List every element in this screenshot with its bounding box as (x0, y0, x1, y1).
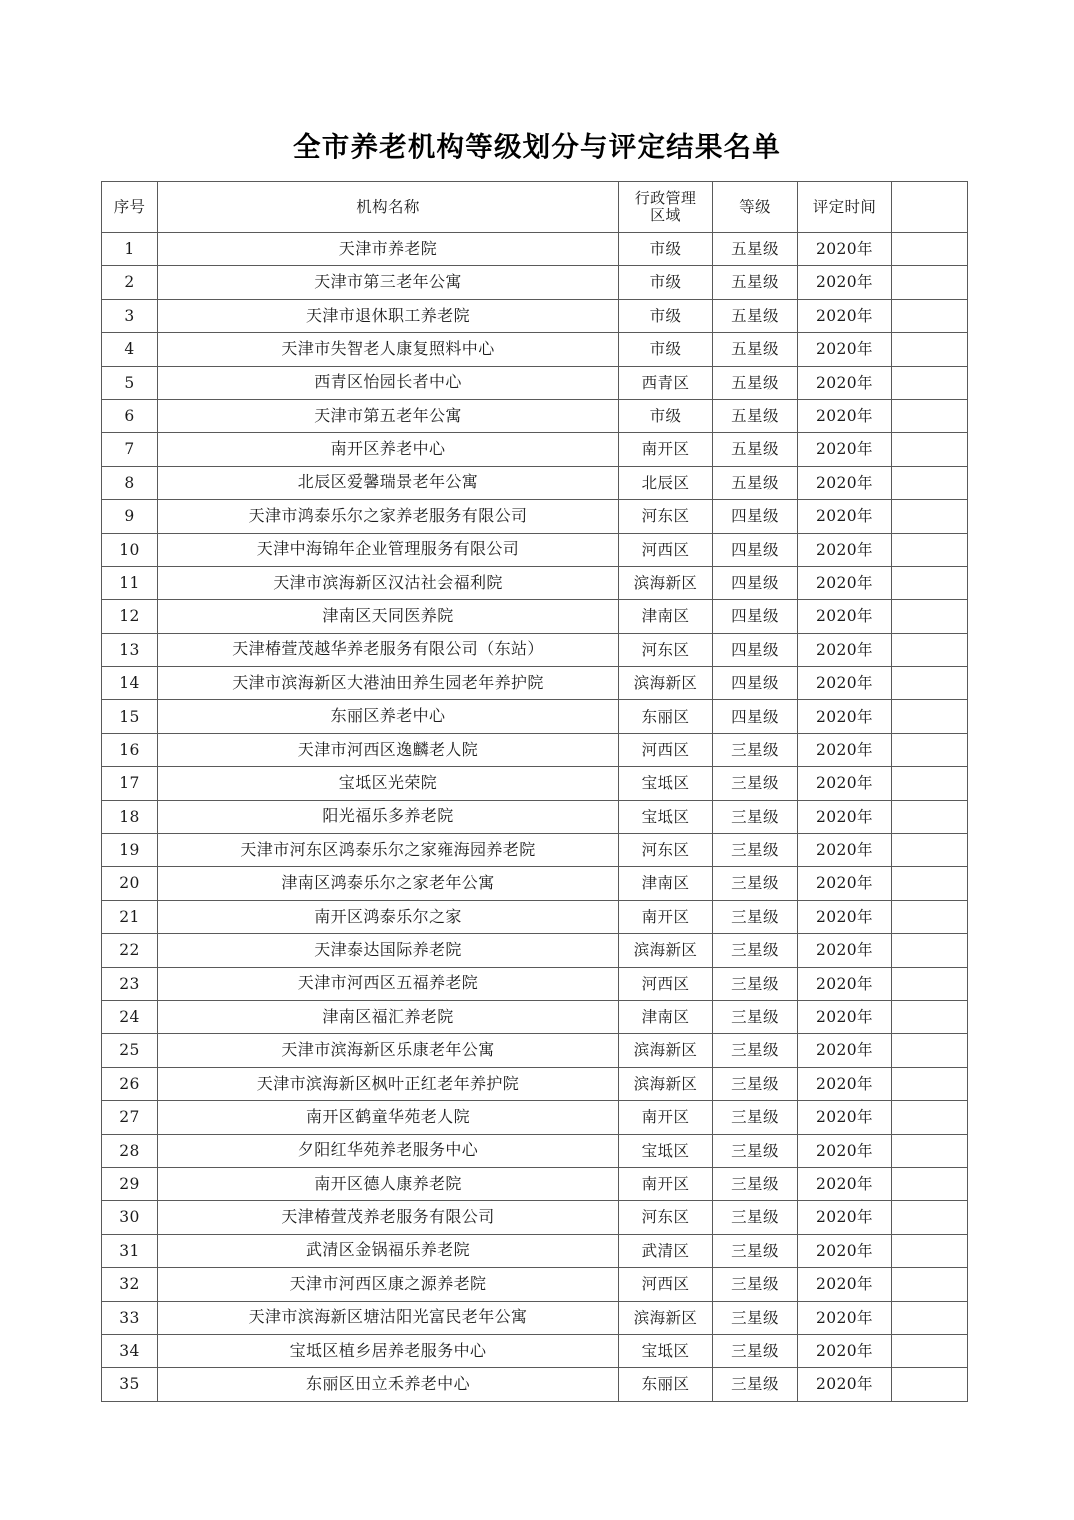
column-header-time: 评定时间 (798, 182, 892, 233)
cell-institution-name: 天津市鸿泰乐尔之家养老服务有限公司 (158, 500, 619, 533)
cell-level: 四星级 (713, 667, 798, 700)
cell-blank (892, 767, 968, 800)
cell-index: 11 (102, 566, 158, 599)
cell-institution-name: 东丽区养老中心 (158, 700, 619, 733)
cell-level: 五星级 (713, 466, 798, 499)
cell-region: 河西区 (619, 1268, 713, 1301)
cell-institution-name: 西青区怡园长者中心 (158, 366, 619, 399)
cell-region: 市级 (619, 333, 713, 366)
cell-institution-name: 天津市退休职工养老院 (158, 299, 619, 332)
cell-evaluation-time: 2020年 (798, 1034, 892, 1067)
cell-region: 北辰区 (619, 466, 713, 499)
table-row (102, 466, 968, 499)
cell-evaluation-time: 2020年 (798, 233, 892, 266)
cell-region: 河东区 (619, 633, 713, 666)
cell-index: 18 (102, 800, 158, 833)
table-row (102, 1201, 968, 1234)
cell-evaluation-time: 2020年 (798, 800, 892, 833)
cell-index: 2 (102, 266, 158, 299)
cell-evaluation-time: 2020年 (798, 1167, 892, 1200)
column-header-index: 序号 (102, 182, 158, 233)
cell-blank (892, 934, 968, 967)
table-row (102, 733, 968, 766)
results-table-container (101, 181, 967, 1402)
cell-blank (892, 1334, 968, 1367)
table-row (102, 1000, 968, 1033)
cell-index: 27 (102, 1101, 158, 1134)
cell-index: 28 (102, 1134, 158, 1167)
cell-level: 五星级 (713, 399, 798, 432)
cell-institution-name: 南开区德人康养老院 (158, 1167, 619, 1200)
cell-level: 三星级 (713, 733, 798, 766)
cell-evaluation-time: 2020年 (798, 1134, 892, 1167)
cell-blank (892, 1134, 968, 1167)
cell-blank (892, 299, 968, 332)
cell-evaluation-time: 2020年 (798, 733, 892, 766)
cell-index: 15 (102, 700, 158, 733)
cell-level: 三星级 (713, 1268, 798, 1301)
cell-blank (892, 433, 968, 466)
cell-evaluation-time: 2020年 (798, 1234, 892, 1267)
cell-index: 31 (102, 1234, 158, 1267)
table-row (102, 767, 968, 800)
cell-evaluation-time: 2020年 (798, 1301, 892, 1334)
cell-level: 三星级 (713, 1334, 798, 1367)
cell-level: 三星级 (713, 767, 798, 800)
cell-region: 河西区 (619, 733, 713, 766)
cell-level: 四星级 (713, 633, 798, 666)
cell-blank (892, 399, 968, 432)
cell-institution-name: 阳光福乐多养老院 (158, 800, 619, 833)
cell-region: 南开区 (619, 433, 713, 466)
page-title: 全市养老机构等级划分与评定结果名单 (293, 131, 781, 163)
cell-blank (892, 1301, 968, 1334)
cell-blank (892, 1234, 968, 1267)
cell-blank (892, 1067, 968, 1100)
cell-evaluation-time: 2020年 (798, 600, 892, 633)
cell-region: 宝坻区 (619, 1334, 713, 1367)
table-row (102, 1034, 968, 1067)
table-row (102, 566, 968, 599)
table-row (102, 1268, 968, 1301)
table-row (102, 1301, 968, 1334)
cell-evaluation-time: 2020年 (798, 934, 892, 967)
cell-blank (892, 800, 968, 833)
cell-region: 宝坻区 (619, 1134, 713, 1167)
table-row (102, 934, 968, 967)
cell-index: 13 (102, 633, 158, 666)
cell-region: 东丽区 (619, 1368, 713, 1401)
table-row (102, 667, 968, 700)
cell-index: 25 (102, 1034, 158, 1067)
cell-institution-name: 天津市滨海新区塘沽阳光富民老年公寓 (158, 1301, 619, 1334)
cell-region: 市级 (619, 399, 713, 432)
cell-region: 武清区 (619, 1234, 713, 1267)
cell-evaluation-time: 2020年 (798, 1268, 892, 1301)
cell-evaluation-time: 2020年 (798, 566, 892, 599)
cell-level: 三星级 (713, 1067, 798, 1100)
cell-level: 四星级 (713, 700, 798, 733)
cell-region: 津南区 (619, 600, 713, 633)
cell-index: 1 (102, 233, 158, 266)
cell-level: 四星级 (713, 566, 798, 599)
table-row (102, 900, 968, 933)
cell-region: 南开区 (619, 900, 713, 933)
cell-evaluation-time: 2020年 (798, 466, 892, 499)
table-row (102, 533, 968, 566)
table-row (102, 600, 968, 633)
table-row (102, 500, 968, 533)
cell-institution-name: 南开区养老中心 (158, 433, 619, 466)
cell-index: 34 (102, 1334, 158, 1367)
cell-level: 三星级 (713, 900, 798, 933)
cell-index: 23 (102, 967, 158, 1000)
cell-blank (892, 466, 968, 499)
cell-index: 12 (102, 600, 158, 633)
cell-level: 三星级 (713, 834, 798, 867)
table-row (102, 800, 968, 833)
cell-index: 19 (102, 834, 158, 867)
cell-blank (892, 333, 968, 366)
cell-institution-name: 夕阳红华苑养老服务中心 (158, 1134, 619, 1167)
cell-institution-name: 天津市河西区逸麟老人院 (158, 733, 619, 766)
cell-level: 三星级 (713, 934, 798, 967)
cell-index: 29 (102, 1167, 158, 1200)
table-row (102, 366, 968, 399)
cell-institution-name: 天津椿萱茂养老服务有限公司 (158, 1201, 619, 1234)
cell-evaluation-time: 2020年 (798, 867, 892, 900)
cell-index: 26 (102, 1067, 158, 1100)
cell-evaluation-time: 2020年 (798, 433, 892, 466)
cell-blank (892, 533, 968, 566)
cell-level: 三星级 (713, 1234, 798, 1267)
cell-region: 市级 (619, 266, 713, 299)
cell-region: 宝坻区 (619, 800, 713, 833)
cell-index: 4 (102, 333, 158, 366)
cell-index: 21 (102, 900, 158, 933)
cell-index: 33 (102, 1301, 158, 1334)
cell-blank (892, 600, 968, 633)
cell-evaluation-time: 2020年 (798, 1000, 892, 1033)
cell-evaluation-time: 2020年 (798, 967, 892, 1000)
cell-institution-name: 宝坻区光荣院 (158, 767, 619, 800)
cell-evaluation-time: 2020年 (798, 399, 892, 432)
table-row (102, 834, 968, 867)
cell-level: 三星级 (713, 1368, 798, 1401)
cell-region: 宝坻区 (619, 767, 713, 800)
cell-level: 四星级 (713, 500, 798, 533)
cell-index: 22 (102, 934, 158, 967)
cell-region: 津南区 (619, 1000, 713, 1033)
cell-institution-name: 津南区天同医养院 (158, 600, 619, 633)
cell-blank (892, 233, 968, 266)
cell-region: 滨海新区 (619, 1067, 713, 1100)
cell-level: 三星级 (713, 1167, 798, 1200)
table-row (102, 266, 968, 299)
table-row (102, 1067, 968, 1100)
cell-evaluation-time: 2020年 (798, 1067, 892, 1100)
cell-region: 河东区 (619, 500, 713, 533)
table-row (102, 633, 968, 666)
cell-evaluation-time: 2020年 (798, 834, 892, 867)
cell-level: 四星级 (713, 533, 798, 566)
table-header (102, 182, 968, 233)
cell-region: 西青区 (619, 366, 713, 399)
cell-index: 35 (102, 1368, 158, 1401)
cell-blank (892, 733, 968, 766)
cell-region: 津南区 (619, 867, 713, 900)
cell-level: 三星级 (713, 1000, 798, 1033)
cell-blank (892, 1034, 968, 1067)
cell-blank (892, 667, 968, 700)
cell-level: 四星级 (713, 600, 798, 633)
cell-index: 30 (102, 1201, 158, 1234)
cell-institution-name: 天津市养老院 (158, 233, 619, 266)
cell-blank (892, 500, 968, 533)
cell-evaluation-time: 2020年 (798, 633, 892, 666)
column-header-level: 等级 (713, 182, 798, 233)
cell-index: 3 (102, 299, 158, 332)
cell-blank (892, 633, 968, 666)
cell-institution-name: 东丽区田立禾养老中心 (158, 1368, 619, 1401)
cell-region: 滨海新区 (619, 667, 713, 700)
cell-institution-name: 天津市第三老年公寓 (158, 266, 619, 299)
cell-level: 三星级 (713, 1201, 798, 1234)
column-header-blank (892, 182, 968, 233)
cell-blank (892, 967, 968, 1000)
cell-level: 三星级 (713, 800, 798, 833)
cell-level: 三星级 (713, 1034, 798, 1067)
cell-institution-name: 南开区鹤童华苑老人院 (158, 1101, 619, 1134)
cell-index: 14 (102, 667, 158, 700)
cell-blank (892, 1101, 968, 1134)
cell-institution-name: 南开区鸿泰乐尔之家 (158, 900, 619, 933)
cell-index: 16 (102, 733, 158, 766)
cell-institution-name: 宝坻区植乡居养老服务中心 (158, 1334, 619, 1367)
cell-evaluation-time: 2020年 (798, 500, 892, 533)
cell-evaluation-time: 2020年 (798, 366, 892, 399)
cell-region: 市级 (619, 299, 713, 332)
cell-institution-name: 天津市河西区康之源养老院 (158, 1268, 619, 1301)
cell-level: 五星级 (713, 233, 798, 266)
table-header-row (102, 182, 968, 233)
cell-level: 三星级 (713, 967, 798, 1000)
column-header-region-line1: 行政管理 (634, 189, 697, 208)
cell-region: 南开区 (619, 1167, 713, 1200)
cell-evaluation-time: 2020年 (798, 1201, 892, 1234)
cell-evaluation-time: 2020年 (798, 767, 892, 800)
cell-index: 32 (102, 1268, 158, 1301)
cell-institution-name: 天津中海锦年企业管理服务有限公司 (158, 533, 619, 566)
table-body (102, 233, 968, 1402)
table-row (102, 867, 968, 900)
table-row (102, 1234, 968, 1267)
cell-region: 河东区 (619, 834, 713, 867)
cell-institution-name: 北辰区爱馨瑞景老年公寓 (158, 466, 619, 499)
cell-region: 滨海新区 (619, 566, 713, 599)
table-row (102, 1134, 968, 1167)
table-row (102, 700, 968, 733)
cell-region: 东丽区 (619, 700, 713, 733)
cell-level: 五星级 (713, 299, 798, 332)
cell-blank (892, 1368, 968, 1401)
cell-institution-name: 天津市河西区五福养老院 (158, 967, 619, 1000)
cell-evaluation-time: 2020年 (798, 900, 892, 933)
cell-blank (892, 900, 968, 933)
cell-index: 8 (102, 466, 158, 499)
cell-institution-name: 武清区金锅福乐养老院 (158, 1234, 619, 1267)
cell-blank (892, 266, 968, 299)
cell-institution-name: 天津市滨海新区枫叶正红老年养护院 (158, 1067, 619, 1100)
cell-level: 五星级 (713, 266, 798, 299)
cell-region: 河西区 (619, 967, 713, 1000)
cell-evaluation-time: 2020年 (798, 700, 892, 733)
cell-index: 6 (102, 399, 158, 432)
cell-evaluation-time: 2020年 (798, 1101, 892, 1134)
cell-region: 滨海新区 (619, 934, 713, 967)
cell-blank (892, 867, 968, 900)
table-row (102, 233, 968, 266)
cell-blank (892, 366, 968, 399)
cell-evaluation-time: 2020年 (798, 533, 892, 566)
cell-index: 5 (102, 366, 158, 399)
cell-region: 滨海新区 (619, 1034, 713, 1067)
cell-institution-name: 天津市滨海新区乐康老年公寓 (158, 1034, 619, 1067)
table-row (102, 333, 968, 366)
cell-index: 17 (102, 767, 158, 800)
cell-institution-name: 天津市河东区鸿泰乐尔之家雍海园养老院 (158, 834, 619, 867)
cell-region: 滨海新区 (619, 1301, 713, 1334)
cell-index: 7 (102, 433, 158, 466)
cell-blank (892, 1167, 968, 1200)
cell-index: 24 (102, 1000, 158, 1033)
cell-level: 五星级 (713, 333, 798, 366)
cell-institution-name: 津南区鸿泰乐尔之家老年公寓 (158, 867, 619, 900)
cell-blank (892, 566, 968, 599)
cell-level: 五星级 (713, 433, 798, 466)
cell-region: 河西区 (619, 533, 713, 566)
cell-index: 9 (102, 500, 158, 533)
cell-level: 三星级 (713, 1101, 798, 1134)
cell-institution-name: 天津市滨海新区大港油田养生园老年养护院 (158, 667, 619, 700)
cell-blank (892, 1268, 968, 1301)
evaluation-results-table (101, 181, 968, 1402)
table-row (102, 299, 968, 332)
cell-region: 南开区 (619, 1101, 713, 1134)
cell-evaluation-time: 2020年 (798, 1334, 892, 1367)
cell-evaluation-time: 2020年 (798, 299, 892, 332)
cell-blank (892, 700, 968, 733)
cell-institution-name: 天津市第五老年公寓 (158, 399, 619, 432)
cell-institution-name: 天津椿萱茂越华养老服务有限公司（东站） (158, 633, 619, 666)
column-header-name: 机构名称 (158, 182, 619, 233)
cell-level: 三星级 (713, 1134, 798, 1167)
cell-blank (892, 1000, 968, 1033)
cell-institution-name: 津南区福汇养老院 (158, 1000, 619, 1033)
cell-institution-name: 天津市失智老人康复照料中心 (158, 333, 619, 366)
cell-evaluation-time: 2020年 (798, 1368, 892, 1401)
table-row (102, 1167, 968, 1200)
cell-blank (892, 834, 968, 867)
cell-evaluation-time: 2020年 (798, 333, 892, 366)
cell-region: 河东区 (619, 1201, 713, 1234)
table-row (102, 967, 968, 1000)
cell-level: 三星级 (713, 867, 798, 900)
cell-institution-name: 天津泰达国际养老院 (158, 934, 619, 967)
cell-level: 三星级 (713, 1301, 798, 1334)
cell-evaluation-time: 2020年 (798, 667, 892, 700)
column-header-region (619, 182, 713, 233)
table-row (102, 1334, 968, 1367)
cell-level: 五星级 (713, 366, 798, 399)
table-row (102, 1368, 968, 1401)
cell-blank (892, 1201, 968, 1234)
column-header-region-line2: 区域 (650, 206, 681, 224)
cell-institution-name: 天津市滨海新区汉沽社会福利院 (158, 566, 619, 599)
table-row (102, 433, 968, 466)
cell-region: 市级 (619, 233, 713, 266)
cell-index: 10 (102, 533, 158, 566)
table-row (102, 1101, 968, 1134)
cell-index: 20 (102, 867, 158, 900)
cell-evaluation-time: 2020年 (798, 266, 892, 299)
table-row (102, 399, 968, 432)
